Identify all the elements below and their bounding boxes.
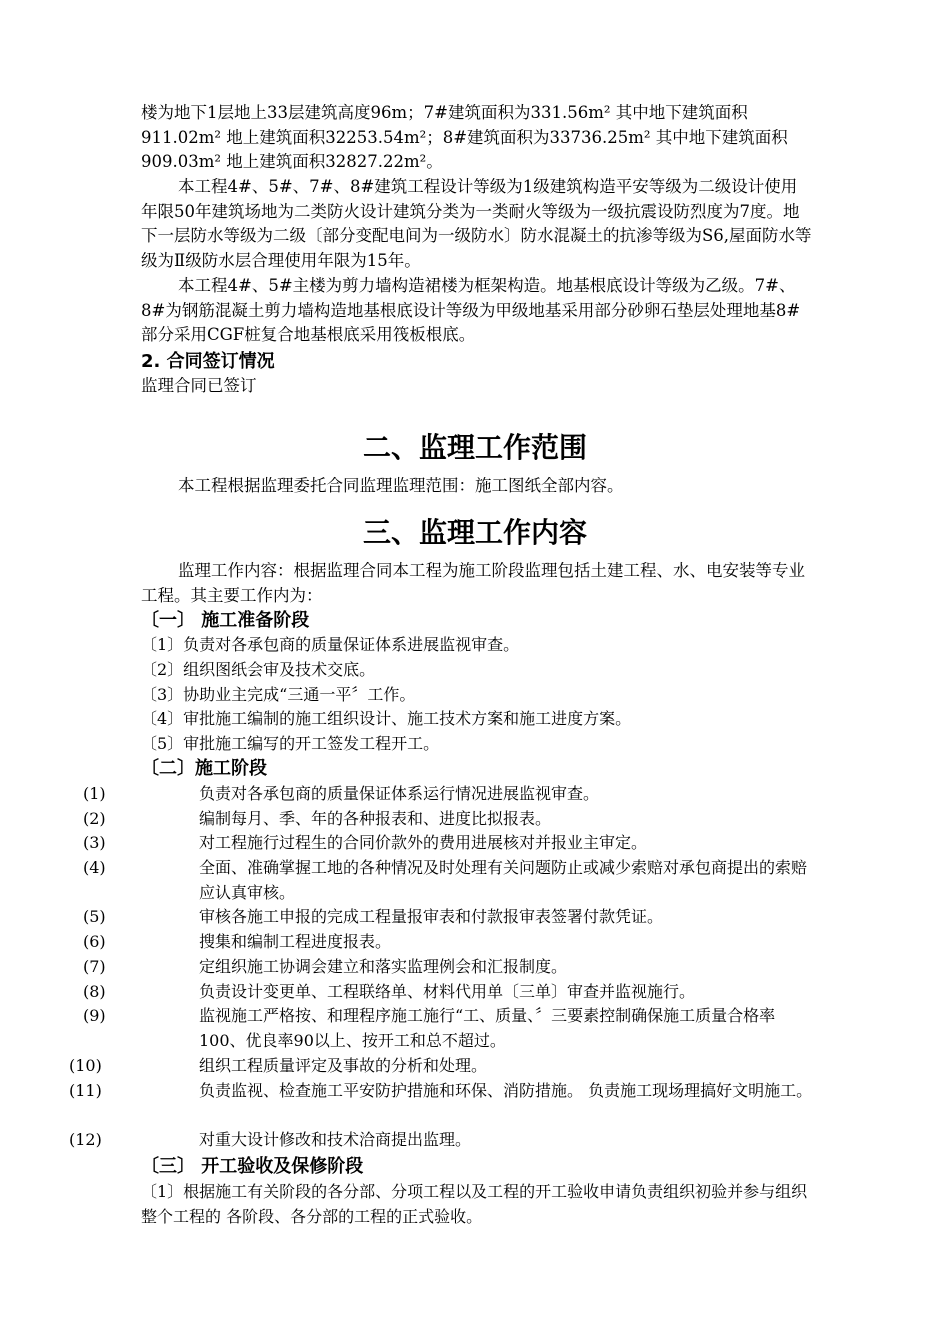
stage1-heading: 〔一〕 施工准备阶段 <box>141 610 310 631</box>
section3-text: 监理工作内容：根据监理合同本工程为施工阶段监理包括土建工程、水、电安装等专业工程。其主要工作内为： <box>141 561 805 605</box>
item-text: 审核各施工申报的完成工程量报审表和付款报审表签署付款凭证。 <box>199 907 664 926</box>
intro-paragraph-1: 楼为地下1层地上33层建筑高度96m；7#建筑面积为331.56m² 其中地下建筑面积911.02m² 地上建筑面积32253.54m²；8#建筑面积为33736.25m² 其中地下建筑面积909.03m² 地上建筑面积32827.22m²。 <box>141 103 788 172</box>
stage2-item-5 <box>83 905 816 930</box>
stage1-item-4: 〔4〕审批施工编制的施工组织设计、施工技术方案和施工进度方案。 <box>141 709 632 728</box>
stage2-item-1 <box>83 782 816 807</box>
item-text: 负责监视、检查施工平安防护措施和环保、消防措施。 负责施工现场理搞好文明施工。 <box>199 1081 813 1100</box>
item-text: 监视施工严格按、和理程序施工施行“工、质量、〞三要素控制确保施工质量合格率100、优良率90以上、按开工和总不超过。 <box>199 1006 776 1050</box>
stage2-item-4 <box>83 856 816 905</box>
item-number: (7) <box>83 957 106 976</box>
item-number: (4) <box>83 858 106 877</box>
stage2-item-12 <box>69 1128 816 1153</box>
item-text: 负责对各承包商的质量保证体系运行情况进展监视审查。 <box>199 784 600 803</box>
section3-title: 三、监理工作内容 <box>362 516 587 549</box>
item-text: 定组织施工协调会建立和落实监理例会和汇报制度。 <box>199 957 568 976</box>
item-text: 对工程施行过程生的合同价款外的费用进展核对并报业主审定。 <box>199 833 648 852</box>
item-number: (2) <box>83 809 106 828</box>
contract-heading: 2. 合同签订情况 <box>141 351 275 372</box>
intro-paragraph-2: 本工程4#、5#、7#、8#建筑工程设计等级为1级建筑构造平安等级为二级设计使用年限50年建筑场地为二类防火设计建筑分类为一类耐火等级为一级抗震设防烈度为7度。地下一层防水等级为二级〔部分变配电间为一级防水〕防水混凝土的抗渗等级为S6,屋面防水等级为Ⅱ级防水层合理使用年限为15年。 <box>141 177 812 270</box>
stage2-item-8 <box>83 980 816 1005</box>
stage1-item-1: 〔1〕负责对各承包商的质量保证体系进展监视审查。 <box>141 635 520 654</box>
item-text: 负责设计变更单、工程联络单、材料代用单〔三单〕审查并监视施行。 <box>199 982 696 1001</box>
stage2-item-11 <box>69 1079 816 1104</box>
item-number: (6) <box>83 932 106 951</box>
stage3-item-1: 〔1〕根据施工有关阶段的各分部、分项工程以及工程的开工验收申请负责组织初验并参与组织整个工程的 各阶段、各分部的工程的正式验收。 <box>141 1182 808 1226</box>
stage1-item-2: 〔2〕组织图纸会审及技术交底。 <box>141 660 376 679</box>
item-number: (10) <box>69 1056 102 1075</box>
contract-text: 监理合同已签订 <box>141 376 257 395</box>
stage1-item-3: 〔3〕协助业主完成“三通一平〞工作。 <box>141 685 416 704</box>
stage2-item-10 <box>69 1054 816 1079</box>
stage2-heading: 〔二〕施工阶段 <box>141 758 267 779</box>
item-text: 搜集和编制工程进度报表。 <box>199 932 392 951</box>
item-number: (8) <box>83 982 106 1001</box>
section2-title: 二、监理工作范围 <box>362 431 587 464</box>
stage2-item-9 <box>83 1004 816 1053</box>
item-number: (11) <box>69 1081 102 1100</box>
item-text: 编制每月、季、年的各种报表和、进度比拟报表。 <box>199 809 552 828</box>
item-text: 对重大设计修改和技术洽商提出监理。 <box>199 1130 472 1149</box>
section2-text: 本工程根据监理委托合同监理监理范围：施工图纸全部内容。 <box>178 476 624 495</box>
stage3-heading: 〔三〕 开工验收及保修阶段 <box>141 1156 364 1177</box>
intro-paragraph-3: 本工程4#、5#主楼为剪力墙构造裙楼为框架构造。地基根底设计等级为乙级。7#、8#为钢筋混凝土剪力墙构造地基根底设计等级为甲级地基采用部分砂卵石垫层处理地基8#部分采用CGF桩复合地基根底采用筏板根底。 <box>141 276 801 345</box>
stage1-item-5: 〔5〕审批施工编写的开工签发工程开工。 <box>141 734 440 753</box>
item-number: (9) <box>83 1006 106 1025</box>
stage2-item-3 <box>83 831 816 856</box>
item-number: (1) <box>83 784 106 803</box>
stage2-item-6 <box>83 930 816 955</box>
stage2-item-7 <box>83 955 816 980</box>
item-number: (5) <box>83 907 106 926</box>
stage2-item-2 <box>83 807 816 832</box>
item-text: 全面、准确掌握工地的各种情况及时处理有关问题防止或减少索赔对承包商提出的索赔应认真审核。 <box>199 858 808 902</box>
item-text: 组织工程质量评定及事故的分析和处理。 <box>199 1056 488 1075</box>
item-number: (12) <box>69 1130 102 1149</box>
item-number: (3) <box>83 833 106 852</box>
